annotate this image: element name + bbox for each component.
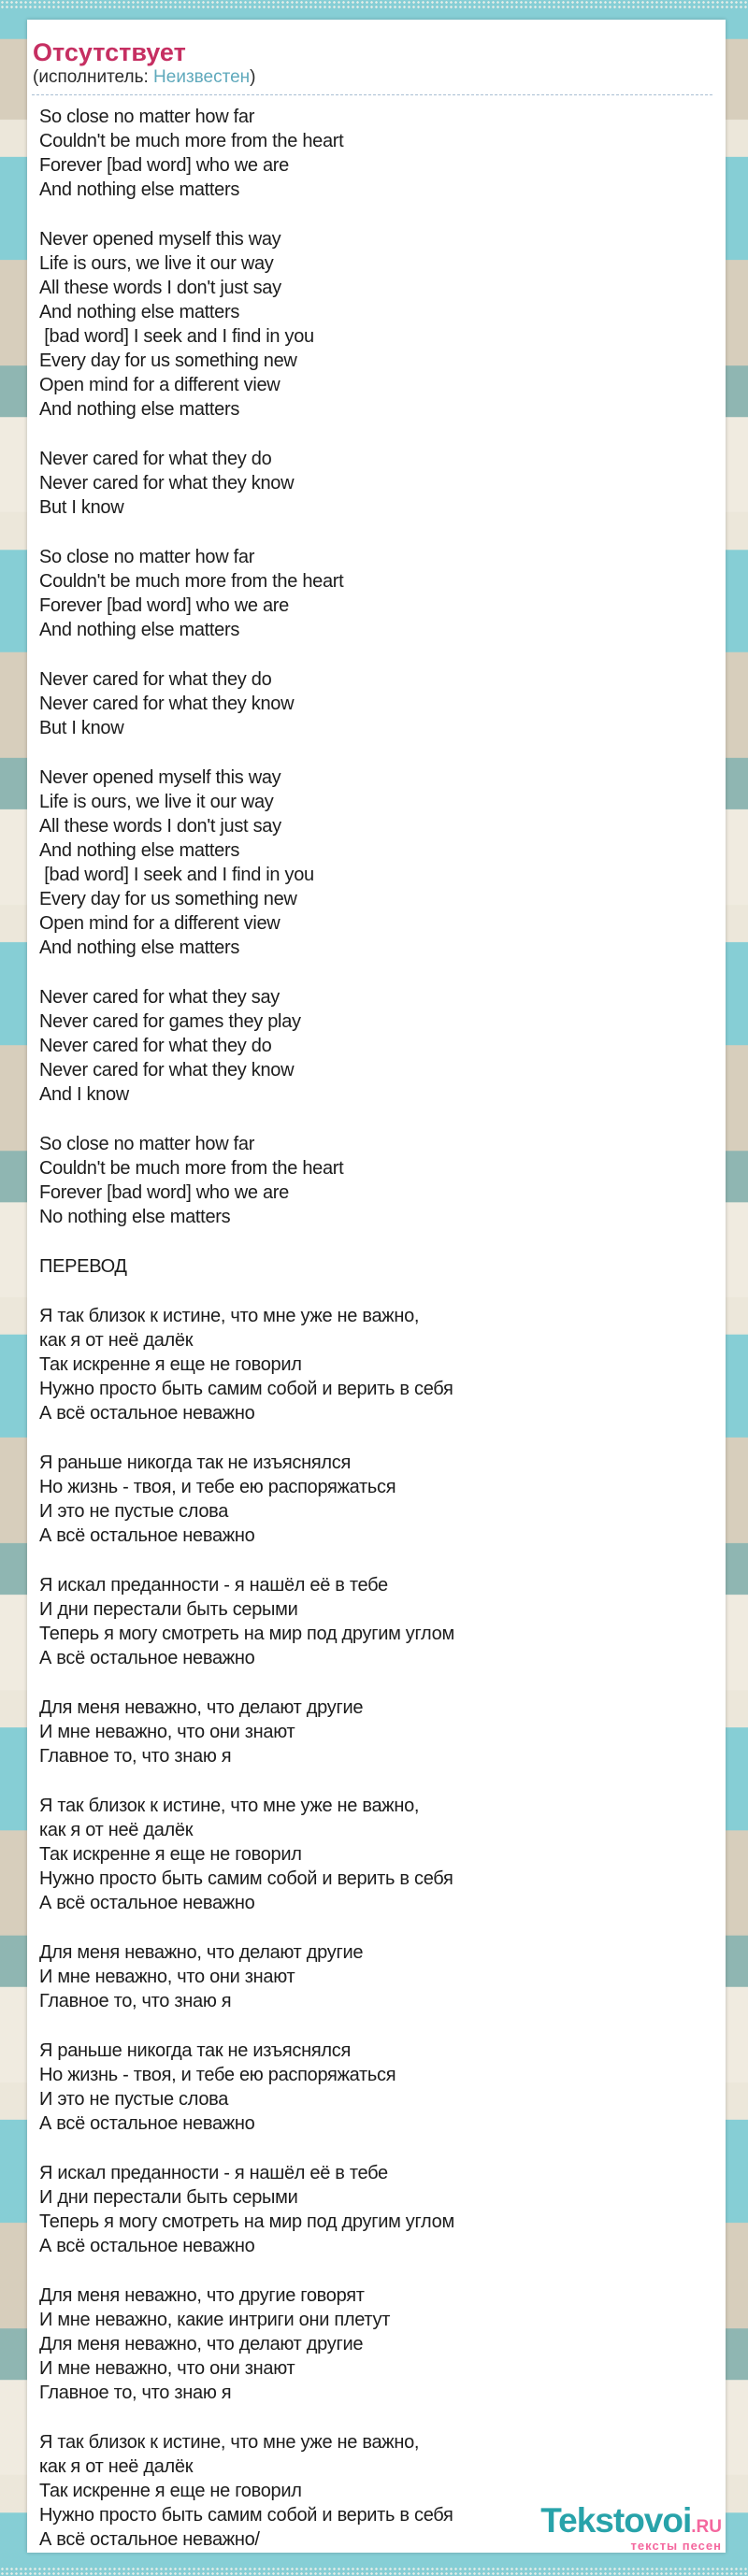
russian-lyrics [39,1304,709,2552]
site-logo-tagline: тексты песен [630,2539,722,2553]
lyric-line: Never cared for what they do [39,449,272,469]
lyric-line: Never cared for what they know [39,694,295,714]
lyric-line: All these words I don't just say [39,278,281,298]
stanza [39,1794,709,1915]
stanza [39,1940,709,2013]
stanza [39,227,709,422]
lyric-line: Так искренне я еще не говорил [39,1354,302,1375]
lyric-line: А всё остальное неважно [39,2113,255,2134]
lyric-line: Я раньше никогда так не изъяснялся [39,1453,351,1473]
stanza [39,667,709,740]
lyric-line: И мне неважно, что они знают [39,1722,295,1742]
stanza [39,1304,709,1425]
lyric-line: Forever [bad word] who we are [39,1182,289,1203]
lyric-line: Я так близок к истине, что мне уже не важно, [39,2432,420,2453]
lyric-line: Я раньше никогда так не изъяснялся [39,2040,351,2061]
song-header [32,38,712,95]
lyric-line: Life is ours, we live it our way [39,792,274,812]
lyric-line: Never cared for what they do [39,669,272,690]
lyric-line: So close no matter how far [39,547,255,567]
artist-label-close: ) [250,67,256,87]
lyric-line: And I know [39,1084,129,1105]
lyric-line: А всё остальное неважно [39,1525,255,1546]
lyrics-body [39,105,709,2552]
lyric-line: Я искал преданности - я нашёл её в тебе [39,1575,388,1596]
lyric-line: И мне неважно, какие интриги они плетут [39,2310,391,2330]
stanza [39,447,709,520]
lyric-line: And nothing else matters [39,399,240,420]
lyric-line: Я так близок к истине, что мне уже не важно, [39,1306,420,1326]
lyric-line: But I know [39,497,124,518]
lyric-line: Так искренне я еще не говорил [39,2481,302,2501]
lyric-line: И дни перестали быть серыми [39,1599,298,1620]
lyric-line: Но жизнь - твоя, и тебе ею распоряжаться [39,2065,396,2085]
stanza [39,2161,709,2258]
lyric-line: Life is ours, we live it our way [39,253,274,274]
lyric-line: Never cared for what they know [39,473,295,494]
top-dotted-texture [0,0,748,9]
english-lyrics [39,105,709,1229]
lyric-line: Теперь я могу смотреть на мир под другим углом [39,2211,454,2232]
lyric-line: Never opened myself this way [39,767,281,788]
lyric-line: А всё остальное неважно [39,1648,255,1668]
lyric-line: Forever [bad word] who we are [39,155,289,176]
translation-heading: ПЕРЕВОД [39,1256,127,1277]
lyric-line: Для меня неважно, что делают другие [39,1942,364,1963]
lyric-line: Главное то, что знаю я [39,1991,232,2011]
lyric-line: And nothing else matters [39,620,240,640]
lyric-line: Я искал преданности - я нашёл её в тебе [39,2163,388,2183]
site-logo[interactable] [540,2503,722,2552]
lyric-line: как я от неё далёк [39,2456,194,2477]
lyric-line: Forever [bad word] who we are [39,595,289,616]
stanza [39,1573,709,1670]
lyric-line: Never cared for what they say [39,987,280,1008]
lyric-line: Open mind for a different view [39,375,280,395]
lyric-line: So close no matter how far [39,1134,255,1154]
site-logo-domain[interactable]: .RU [691,2517,722,2537]
artist-link[interactable]: Неизвестен [153,67,251,87]
stanza [39,766,709,960]
lyric-line: Couldn't be much more from the heart [39,131,344,151]
lyric-line: [bad word] I seek and I find in you [39,326,314,347]
lyric-line: Главное то, что знаю я [39,2383,232,2403]
lyric-line: Never cared for what they do [39,1036,272,1056]
lyric-line: And nothing else matters [39,937,240,958]
lyric-line: А всё остальное неважно [39,1403,255,1424]
lyric-line: But I know [39,718,124,738]
artist-line [33,67,712,88]
lyric-line: Couldn't be much more from the heart [39,571,344,592]
lyric-line: Для меня неважно, что делают другие [39,2334,364,2354]
lyric-line: И мне неважно, что они знают [39,2358,295,2379]
lyric-line: Нужно просто быть самим собой и верить в себя [39,1379,453,1399]
lyric-line: And nothing else matters [39,302,240,322]
lyric-line: Never opened myself this way [39,229,281,250]
lyric-line: No nothing else matters [39,1207,231,1227]
lyric-line: Open mind for a different view [39,913,280,934]
lyric-line: А всё остальное неважно/ [39,2529,260,2550]
lyric-line: Every day for us something new [39,351,297,371]
lyric-line: Так искренне я еще не говорил [39,1844,302,1865]
lyric-line: И дни перестали быть серыми [39,2187,298,2208]
stanza [39,1451,709,1548]
lyric-line: И это не пустые слова [39,1501,229,1522]
song-title: Отсутствует [33,38,186,66]
lyric-line: Но жизнь - твоя, и тебе ею распоряжаться [39,1477,396,1497]
lyrics-card [27,20,726,2553]
artist-label: (исполнитель: [33,67,154,87]
lyric-line: Never cared for what they know [39,1060,295,1080]
lyric-line: Для меня неважно, что другие говорят [39,2285,365,2306]
lyric-line: Главное то, что знаю я [39,1746,232,1767]
stanza [39,985,709,1107]
lyric-line: А всё остальное неважно [39,1893,255,1913]
lyric-line: So close no matter how far [39,107,255,127]
lyric-line: И мне неважно, что они знают [39,1967,295,1987]
translation-heading-block [39,1254,709,1279]
lyric-line: All these words I don't just say [39,816,281,837]
bottom-dotted-texture [0,2567,748,2576]
site-logo-text[interactable]: Tekstovoi [540,2501,692,2540]
stanza [39,2283,709,2405]
stanza [39,545,709,642]
lyric-line: Для меня неважно, что делают другие [39,1697,364,1718]
lyric-line: Couldn't be much more from the heart [39,1158,344,1179]
stanza [39,1696,709,1768]
lyric-line: Never cared for games they play [39,1011,301,1032]
lyric-line: Теперь я могу смотреть на мир под другим углом [39,1624,454,1644]
lyric-line: Every day for us something new [39,889,297,909]
stanza [39,105,709,202]
lyric-line: как я от неё далёк [39,1820,194,1840]
lyric-line: как я от неё далёк [39,1330,194,1351]
lyric-line: И это не пустые слова [39,2089,229,2110]
lyric-line: And nothing else matters [39,179,240,200]
lyric-line: [bad word] I seek and I find in you [39,865,314,885]
lyric-line: Нужно просто быть самим собой и верить в себя [39,1868,453,1889]
lyric-line: А всё остальное неважно [39,2236,255,2256]
stanza [39,1132,709,1229]
lyric-line: And nothing else matters [39,840,240,861]
lyric-line: Я так близок к истине, что мне уже не важно, [39,1796,420,1816]
stanza [39,2039,709,2136]
lyric-line: Нужно просто быть самим собой и верить в себя [39,2505,453,2526]
